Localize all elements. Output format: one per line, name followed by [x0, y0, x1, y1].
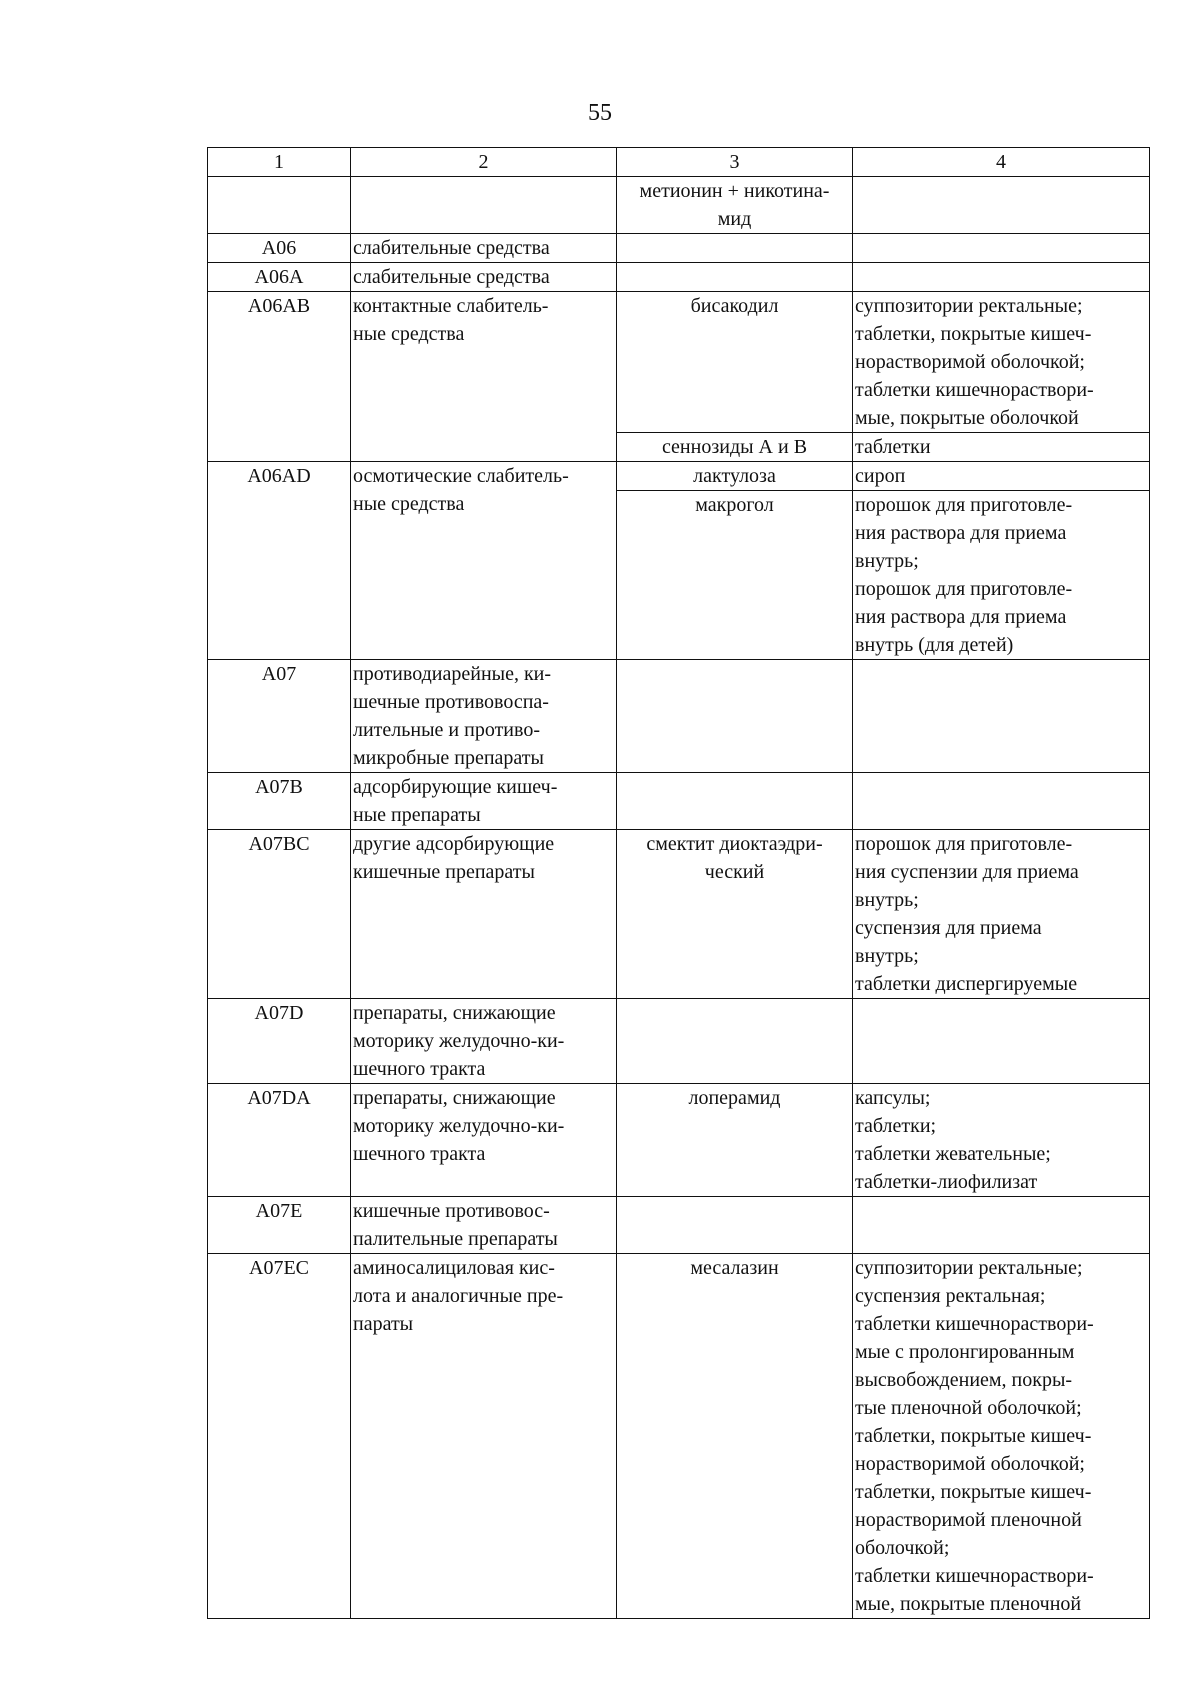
drug-name: лактулоза: [693, 465, 776, 487]
drug-name: метионин + никотина- мид: [639, 180, 830, 230]
column-header-3: 3: [617, 148, 853, 177]
pharmacological-group-text: контактные слабитель- ные средства: [353, 295, 549, 345]
column-header-1: 1: [208, 148, 351, 177]
dosage-form-cell: [853, 999, 1150, 1084]
table-header-row: [208, 148, 1150, 177]
pharmacological-group-cell: [351, 292, 617, 462]
dosage-form-cell: [853, 292, 1150, 462]
dosage-form-cell: [853, 660, 1150, 773]
pharmacological-group-text: слабительные средства: [353, 237, 550, 259]
dosage-form: порошок для приготовле- ния суспензии для приема внутрь; суспензия для приема внутрь; таблетки диспергируемые: [855, 833, 1079, 995]
drug-name: [619, 263, 850, 291]
pharmacological-group-text: кишечные противовос- палительные препараты: [353, 1200, 558, 1250]
drug-name-cell: [617, 773, 853, 830]
atc-code-cell: A07BC: [208, 830, 351, 999]
pharmacological-group-text: препараты, снижающие моторику желудочно-ки- шечного тракта: [353, 1002, 565, 1080]
drug-name: [619, 660, 850, 688]
pharmacological-group-cell: [351, 177, 617, 234]
dosage-form-cell: [853, 1254, 1150, 1619]
pharmacological-group-cell: [351, 830, 617, 999]
table-row: [208, 660, 1150, 773]
pharmacological-group-cell: [351, 1084, 617, 1197]
dosage-form-cell: [853, 1084, 1150, 1197]
atc-code-cell: A06AD: [208, 462, 351, 660]
atc-code-cell: [208, 177, 351, 234]
dosage-form: [855, 263, 1147, 291]
table-row: [208, 177, 1150, 234]
drug-name: макрогол: [617, 490, 852, 659]
pharmacological-group-text: другие адсорбирующие кишечные препараты: [353, 833, 555, 883]
pharmacological-group-text: препараты, снижающие моторику желудочно-ки- шечного тракта: [353, 1087, 565, 1165]
drug-name: [619, 1197, 850, 1225]
drug-name-cell: [617, 234, 853, 263]
atc-code-cell: A06A: [208, 263, 351, 292]
table-row: [208, 234, 1150, 263]
drug-name: сеннозиды А и В: [617, 432, 852, 461]
dosage-form-cell: [853, 830, 1150, 999]
column-header-2: 2: [351, 148, 617, 177]
drug-name-cell: [617, 1084, 853, 1197]
drug-name-cell: [617, 292, 853, 462]
dosage-form: [855, 773, 1147, 801]
pharmacological-group-cell: [351, 234, 617, 263]
atc-code-cell: A07E: [208, 1197, 351, 1254]
dosage-form: [855, 1197, 1147, 1225]
table-row: [208, 263, 1150, 292]
dosage-form: суппозитории ректальные; таблетки, покрытые кишеч- норастворимой оболочкой; таблетки кишечнораствори- мые, покрытые оболочкой: [855, 295, 1094, 429]
dosage-form: [855, 999, 1147, 1027]
pharmacological-group-cell: [351, 999, 617, 1084]
table-row: [208, 1084, 1150, 1197]
dosage-form: порошок для приготовле- ния раствора для приема внутрь; порошок для приготовле- ния раствора для приема внутрь (для детей): [852, 490, 1149, 659]
table-row: [208, 462, 1150, 660]
drug-name: [619, 234, 850, 262]
drug-name-cell: [617, 660, 853, 773]
dosage-form-cell: [853, 234, 1150, 263]
pharmacological-group-text: осмотические слабитель- ные средства: [353, 465, 569, 515]
pharmacological-group-cell: [351, 462, 617, 660]
table-row: [208, 292, 1150, 462]
pharmacological-group-cell: [351, 660, 617, 773]
dosage-form-cell: [853, 177, 1150, 234]
atc-code-cell: A07D: [208, 999, 351, 1084]
table-row: [208, 1197, 1150, 1254]
pharmacological-group-cell: [351, 1197, 617, 1254]
drug-name-cell: [617, 830, 853, 999]
pharmacological-group-text: противодиарейные, ки- шечные противовоспа- лительные и противо- микробные препараты: [353, 663, 552, 769]
drug-table: [207, 147, 1150, 1619]
dosage-form-cell: [853, 773, 1150, 830]
pharmacological-group-cell: [351, 773, 617, 830]
table-row: [208, 1254, 1150, 1619]
pharmacological-group-text: аминосалициловая кис- лота и аналогичные пре- параты: [353, 1257, 564, 1335]
drug-name: смектит диоктаэдри- ческий: [646, 833, 823, 883]
drug-name-cell: [617, 999, 853, 1084]
page-number: 55: [588, 100, 612, 126]
atc-code-cell: A06AB: [208, 292, 351, 462]
drug-name-cell: [617, 1197, 853, 1254]
dosage-form: сироп: [855, 465, 906, 487]
dosage-form: таблетки: [852, 432, 1149, 461]
drug-name-cell: [617, 1254, 853, 1619]
dosage-form: [855, 660, 1147, 688]
dosage-form-cell: [853, 263, 1150, 292]
pharmacological-group-text: адсорбирующие кишеч- ные препараты: [353, 776, 558, 826]
drug-name: месалазин: [690, 1257, 779, 1279]
drug-name-cell: [617, 177, 853, 234]
table-row: [208, 773, 1150, 830]
atc-code-cell: A06: [208, 234, 351, 263]
drug-name: [619, 999, 850, 1027]
table-row: [208, 999, 1150, 1084]
atc-code-cell: A07: [208, 660, 351, 773]
table-row: [208, 830, 1150, 999]
column-header-4: 4: [853, 148, 1150, 177]
dosage-form: [855, 177, 1147, 233]
dosage-form-cell: [853, 462, 1150, 660]
dosage-form: суппозитории ректальные; суспензия ректальная; таблетки кишечнораствори- мые с пролонгированным высвобождением, покры- тые пленочной оболочкой; таблетки, покрытые кишеч- норастворимой оболочкой; таблетки, покрытые кишеч- норастворимой пленочной оболочкой; таблетки кишечнораствори- мые, покрытые пленочной: [855, 1257, 1094, 1615]
dosage-form: [855, 234, 1147, 262]
drug-name-cell: [617, 263, 853, 292]
dosage-form: капсулы; таблетки; таблетки жевательные; таблетки-лиофилизат: [855, 1087, 1051, 1193]
drug-name-cell: [617, 462, 853, 660]
atc-code-cell: A07DA: [208, 1084, 351, 1197]
drug-name: лоперамид: [688, 1087, 781, 1109]
atc-code-cell: A07EC: [208, 1254, 351, 1619]
pharmacological-group-text: слабительные средства: [353, 266, 550, 288]
pharmacological-group-cell: [351, 263, 617, 292]
pharmacological-group-cell: [351, 1254, 617, 1619]
drug-name: бисакодил: [690, 295, 779, 317]
atc-code-cell: A07B: [208, 773, 351, 830]
dosage-form-cell: [853, 1197, 1150, 1254]
drug-name: [619, 773, 850, 801]
